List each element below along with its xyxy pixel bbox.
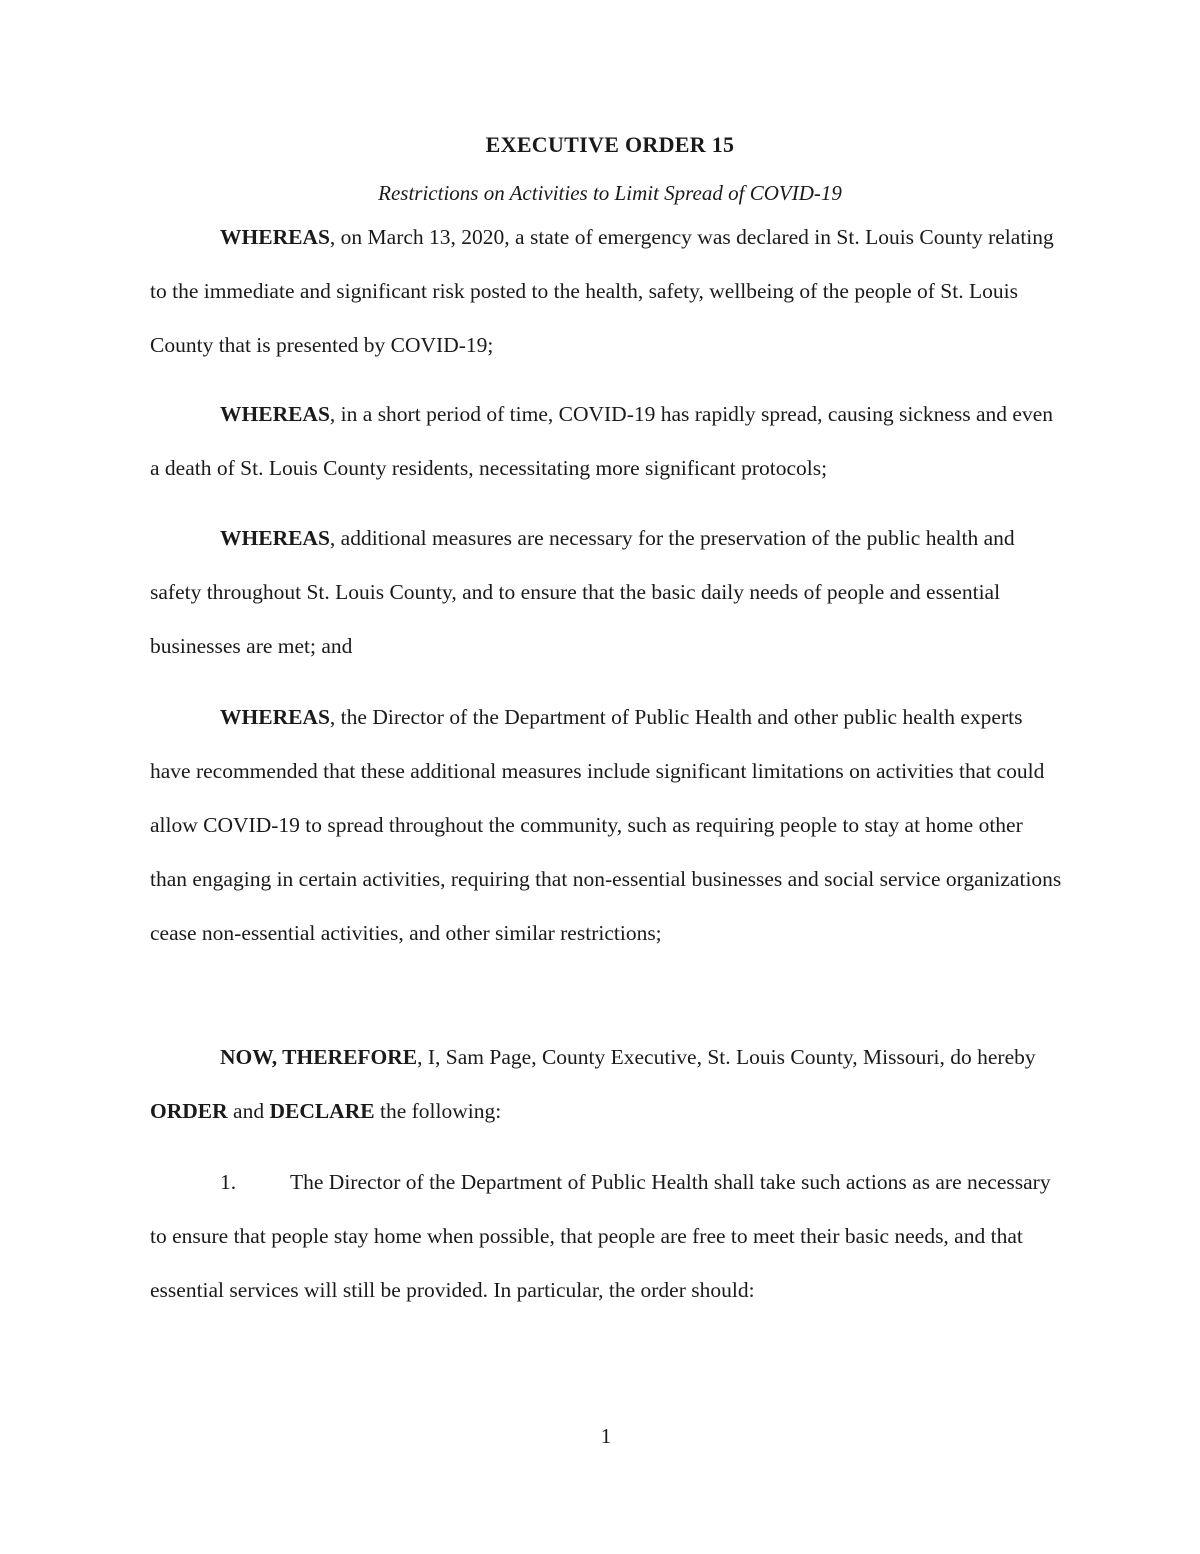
therefore-text-1: , I, Sam Page, County Executive, St. Louis County, Missouri, do hereby	[417, 1045, 1036, 1069]
page-number: 1	[600, 1424, 612, 1448]
whereas-label: WHEREAS	[220, 225, 330, 249]
document-title: EXECUTIVE ORDER 15	[485, 132, 735, 157]
therefore-paragraph	[150, 1030, 1065, 1138]
item-number: 1.	[220, 1170, 237, 1194]
therefore-text-2: the following:	[374, 1099, 502, 1123]
therefore-label: NOW, THEREFORE	[220, 1045, 418, 1069]
document-subtitle: Restrictions on Activities to Limit Spread of COVID-19	[378, 181, 842, 205]
paragraph-text: , in a short period of time, COVID-19 has rapidly spread, causing sickness and even a death of St. Louis County residents, necessitating more significant protocols;	[150, 402, 1053, 480]
whereas-paragraph-1	[150, 210, 1065, 372]
whereas-paragraph-2	[150, 387, 1065, 495]
whereas-paragraph-4	[150, 690, 1065, 960]
declare-label: DECLARE	[269, 1099, 375, 1123]
whereas-label: WHEREAS	[220, 402, 330, 426]
whereas-paragraph-3	[150, 511, 1065, 673]
item-text: The Director of the Department of Public Health shall take such actions as are necessary to ensure that people stay home when possible, that people are free to meet their basic needs, and that essential services will still be provided. In particular, the order should:	[150, 1170, 1051, 1302]
whereas-label: WHEREAS	[220, 526, 330, 550]
order-label: ORDER	[150, 1099, 228, 1123]
and-text: and	[227, 1099, 270, 1123]
paragraph-text: , the Director of the Department of Public Health and other public health experts have recommended that these additional measures include significant limitations on activities that could allow COVID-19 to spread throughout the community, such as requiring people to stay at home other than engaging in certain activities, requiring that non-essential businesses and social service organizations cease non-essential activities, and other similar restrictions;	[150, 705, 1062, 945]
paragraph-text: , on March 13, 2020, a state of emergency was declared in St. Louis County relating to the immediate and significant risk posted to the health, safety, wellbeing of the people of St. Louis County that is presented by COVID-19;	[150, 225, 1054, 357]
order-item-1	[150, 1155, 1065, 1317]
whereas-label: WHEREAS	[220, 705, 330, 729]
paragraph-text: , additional measures are necessary for the preservation of the public health and safety throughout St. Louis County, and to ensure that the basic daily needs of people and essential businesses are met; and	[150, 526, 1015, 658]
